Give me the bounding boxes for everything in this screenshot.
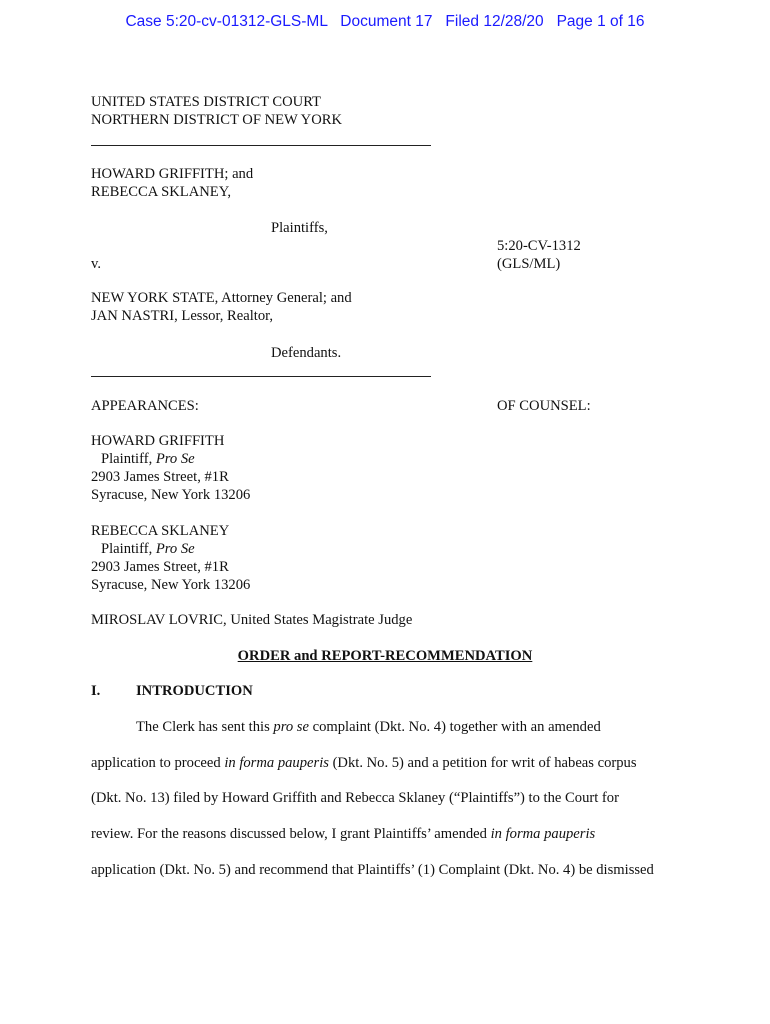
court-name-line1: UNITED STATES DISTRICT COURT xyxy=(91,94,321,110)
plaintiff-line1: HOWARD GRIFFITH; and xyxy=(91,166,254,182)
body-line-5: application (Dkt. No. 5) and recommend that Plaintiffs’ (1) Complaint (Dkt. No. 4) be dismissed xyxy=(91,862,654,878)
party2-address2: Syracuse, New York 13206 xyxy=(91,577,251,593)
body-line-3: (Dkt. No. 13) filed by Howard Griffith and Rebecca Sklaney (“Plaintiffs”) to the Court for xyxy=(91,790,619,806)
defendants-label: Defendants. xyxy=(271,345,342,361)
ecf-header xyxy=(0,13,770,31)
defendant-line1: NEW YORK STATE, Attorney General; and xyxy=(91,290,352,306)
case-number: Case 5:20-cv-01312-GLS-ML xyxy=(125,13,328,30)
caption-rule-top xyxy=(91,145,431,146)
party1-address2: Syracuse, New York 13206 xyxy=(91,487,251,503)
defendant-line2: JAN NASTRI, Lessor, Realtor, xyxy=(91,308,274,324)
plaintiff-line2: REBECCA SKLANEY, xyxy=(91,184,232,200)
filed-date: Filed 12/28/20 xyxy=(445,13,544,30)
case-number-line2: (GLS/ML) xyxy=(497,256,561,272)
party1-name: HOWARD GRIFFITH xyxy=(91,433,225,449)
page-indicator: Page 1 of 16 xyxy=(556,13,645,30)
appearances-label: APPEARANCES: xyxy=(91,398,199,414)
party2-address1: 2903 James Street, #1R xyxy=(91,559,229,575)
party2-name: REBECCA SKLANEY xyxy=(91,523,230,539)
order-title: ORDER and REPORT-RECOMMENDATION xyxy=(237,648,533,664)
body-line-2: application to proceed in forma pauperis (Dkt. No. 5) and a petition for writ of habeas corpus xyxy=(91,755,637,771)
case-number-line1: 5:20-CV-1312 xyxy=(497,238,581,254)
party1-role: Plaintiff, Pro Se xyxy=(101,451,195,467)
section-number: I. xyxy=(91,683,101,699)
plaintiffs-label: Plaintiffs, xyxy=(271,220,328,236)
document-number: Document 17 xyxy=(340,13,433,30)
of-counsel-label: OF COUNSEL: xyxy=(497,398,591,414)
party1-address1: 2903 James Street, #1R xyxy=(91,469,229,485)
body-line-4: review. For the reasons discussed below, I grant Plaintiffs’ amended in forma pauperis xyxy=(91,826,596,842)
body-line-1: The Clerk has sent this pro se complaint (Dkt. No. 4) together with an amended xyxy=(136,719,601,735)
party2-role: Plaintiff, Pro Se xyxy=(101,541,195,557)
section-title: INTRODUCTION xyxy=(136,683,253,699)
versus: v. xyxy=(91,256,101,272)
court-name-line2: NORTHERN DISTRICT OF NEW YORK xyxy=(91,112,343,128)
caption-rule-bottom xyxy=(91,376,431,377)
judge-line: MIROSLAV LOVRIC, United States Magistrate Judge xyxy=(91,612,413,628)
